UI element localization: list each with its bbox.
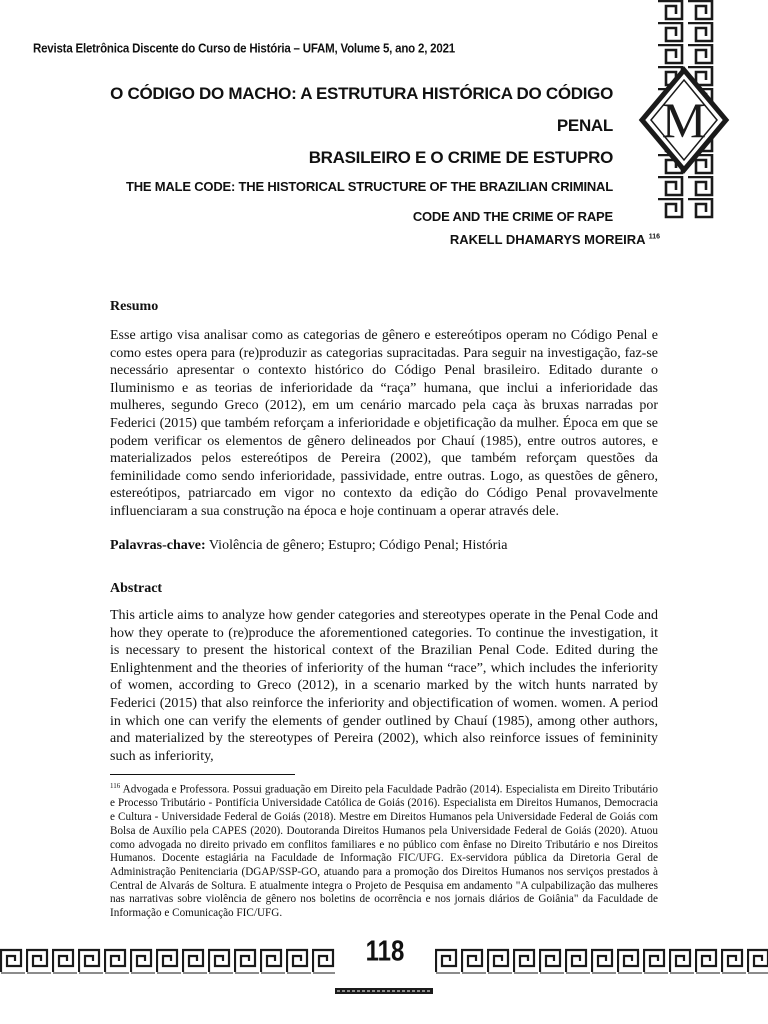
greek-key-band-left xyxy=(0,948,335,974)
journal-logo xyxy=(626,0,736,220)
page-number-ornament xyxy=(335,988,433,994)
keywords-label: Palavras-chave: xyxy=(110,538,206,553)
title-english xyxy=(53,172,613,232)
journal-header: Revista Eletrônica Discente do Curso de História – UFAM, Volume 5, ano 2, 2021 xyxy=(33,42,455,56)
footnote-text: Advogada e Professora. Possui graduação em Direito pela Faculdade Padrão (2014). Especialista em Direito Tributário e Processo Tributário - Pontifícia Universidade Católica de Goiás (2016). Especialista em Direitos Humanos, Democracia e Cultura - Universidade Federal de Goiás (2018). Mestre em Direitos Humanos pela Universidade Federal de Goiás com Bolsa de Auxílio pela CAPES (2020). Doutoranda Direitos Humanos pela Universidade Federal de Goiás (2020). Atuou como advogada no direito privado em conflitos familiares e no público com ênfase no Direito Tributário e nos Direitos Humanos. Docente estagiária na Faculdade de Informação FIC/UFG. Ex-servidora pública da Diretoria Geral de Administração Penitenciaria (DGAP/SSP-GO, atuando para a promoção dos Direitos Humanos nos serviços prestados à Central de Alvarás de Soltura. E atualmente integra o Projeto de Pesquisa em andamento "A culpabilização das mulheres nas narrativas sobre violência de gênero nos boletins de ocorrência e nos jornais diários de Goiânia" da Faculdade de Informação e Comunicação FIC/UFG. xyxy=(110,783,658,920)
keywords-text: Violência de gênero; Estupro; Código Penal; História xyxy=(208,538,508,553)
title-en-line2: CODE AND THE CRIME OF RAPE xyxy=(412,209,613,224)
author-footnote-ref[interactable]: 116 xyxy=(648,233,660,241)
footnote-number: 116 xyxy=(110,782,121,790)
title-en-line1: THE MALE CODE: THE HISTORICAL STRUCTURE OF THE BRAZILIAN CRIMINAL xyxy=(125,179,613,194)
abstract-heading: Abstract xyxy=(110,581,163,596)
title-pt-line2: BRASILEIRO E O CRIME DE ESTUPRO xyxy=(308,148,613,167)
page-number: 118 xyxy=(365,935,405,968)
resumo-body: Esse artigo visa analisar como as categorias de gênero e estereótipos operam no Código Penal e como estes opera para (re)produzir as categorias supracitadas. Para seguir na investigação, faz-se necessário apresentar o contexto histórico do Código Penal brasileiro. Editado durante o Iluminismo e as teorias de inferioridade da “raça” humana, que inclui a inferioridade das mulheres, segundo Greco (2012), em um cenário marcado pela caça às bruxas narradas por Federici (2015) que também reforçam a inferioridade e objetificação da mulher. Época em que se podem verificar os elementos de gênero delineados por Chauí (1985), entre outros autores, e materializados pelos estereótipos de Pereira (2002), que também reforçam questões da feminilidade como sendo inferioridade, passividade, entre outras. Logo, as questões de gênero, estereótipos, patriarcado em vigor no contexto da edição do Código Penal provavelmente influenciaram a sua construção na época e hoje continuam a operar através dele. xyxy=(110,328,658,519)
title-portuguese xyxy=(53,78,613,174)
author-name xyxy=(450,232,660,247)
author-text: RAKELL DHAMARYS MOREIRA xyxy=(449,232,646,247)
title-pt-line1: O CÓDIGO DO MACHO: A ESTRUTURA HISTÓRICA DO CÓDIGO PENAL xyxy=(110,84,613,135)
footnote xyxy=(110,780,658,921)
resumo-heading: Resumo xyxy=(110,299,159,314)
abstract-body: This article aims to analyze how gender categories and stereotypes operate in the Penal Code and how they operate to (re)produce the aforementioned categories. To continue the investigation, it is necessary to present the historical context of the Brazilian Penal Code. Edited during the Enlightenment and the theories of inferiority of the human “race”, which includes the inferiority of women, according to Greco (2012), in a scenario marked by the witch hunts narrated by Federici (2015) that also reinforce the inferiority and objectification of women. women. A period in which one can verify the elements of gender outlined by Chauí (1985), among other authors, and materialized by the stereotypes of Pereira (2002), which also reinforce issues of femininity such as inferiority, xyxy=(110,608,658,764)
greek-key-band-right xyxy=(435,948,768,974)
keywords xyxy=(110,538,507,554)
footnote-divider xyxy=(110,774,295,775)
logo-letter: M xyxy=(661,92,707,148)
